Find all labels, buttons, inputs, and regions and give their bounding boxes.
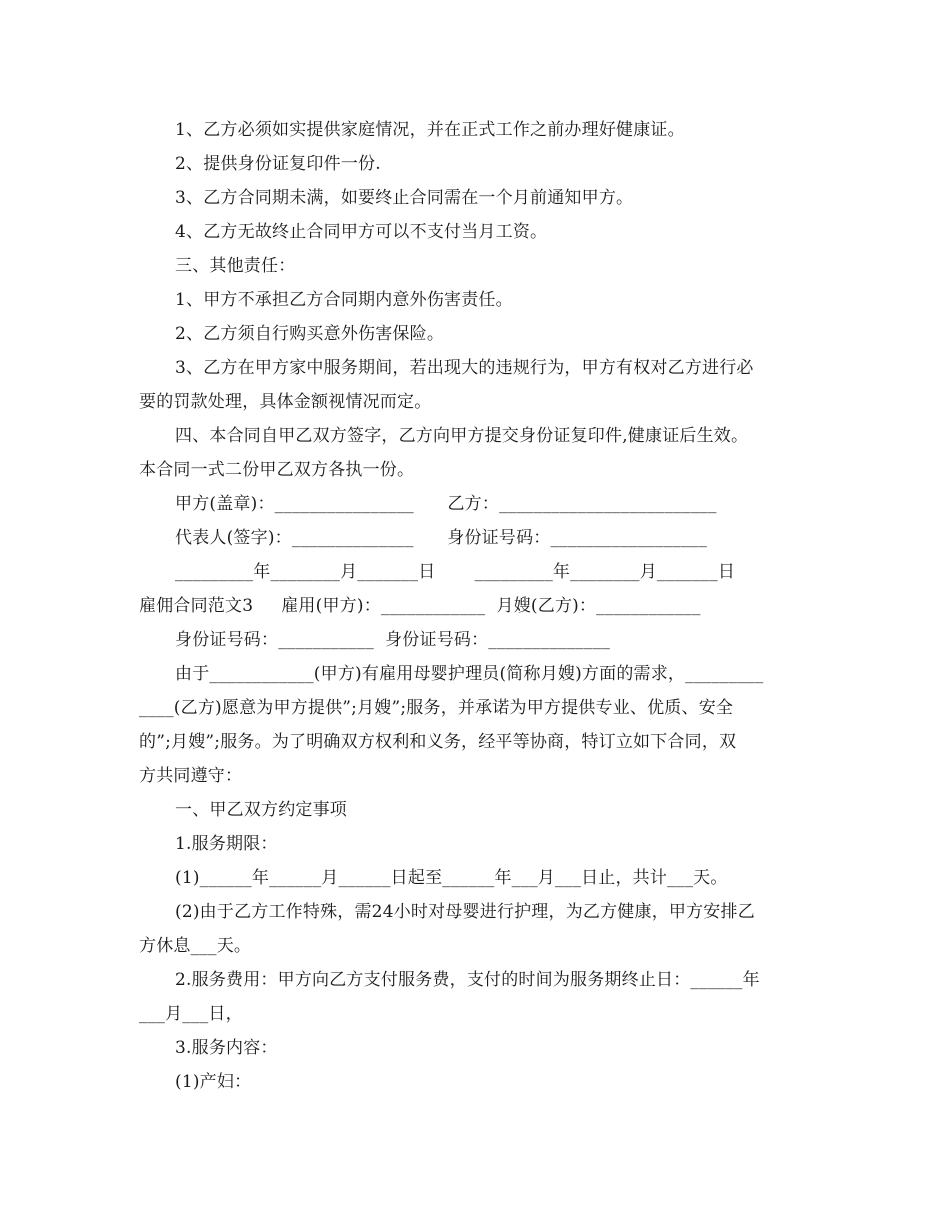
document-line: 3.服务内容： [175, 1038, 278, 1058]
document-line: 要的罚款处理，具体金额视情况而定。 [139, 392, 432, 412]
document-line: 四、本合同自甲乙双方签字，乙方向甲方提交身份证复印件,健康证后生效。 [175, 426, 749, 446]
document-line: 2.服务费用：甲方向乙方支付服务费，支付的时间为服务期终止日：______年 [175, 970, 760, 990]
document-line: 代表人(签字)：______________ 身份证号码：__________________ [175, 528, 708, 548]
document-line: 2、乙方须自行购买意外伤害保险。 [175, 324, 445, 344]
document-line: ____(乙方)愿意为甲方提供”;月嫂”;服务，并承诺为甲方提供专业、优质、安全 [139, 698, 734, 718]
document-line: 雇佣合同范文3 雇用(甲方)：____________ 月嫂(乙方)：____________ [139, 596, 701, 616]
document-line: 方共同遵守： [139, 766, 243, 786]
document-line: 一、甲乙双方约定事项 [175, 800, 347, 820]
document-line: 本合同一式二份甲乙双方各执一份。 [139, 460, 415, 480]
document-line: ___月___日， [139, 1004, 243, 1024]
document-line: 身份证号码：___________ 身份证号码：______________ [175, 630, 611, 650]
document-line: 由于____________(甲方)有雇用母婴护理员(简称月嫂)方面的需求，_________ [175, 664, 764, 684]
document-line: 3、乙方在甲方家中服务期间，若出现大的违规行为，甲方有权对乙方进行必 [175, 358, 754, 378]
document-line: 4、乙方无故终止合同甲方可以不支付当月工资。 [175, 222, 548, 242]
document-line: 的”;月嫂”;服务。为了明确双方权利和义务，经平等协商，特订立如下合同，双 [139, 732, 737, 752]
document-line: (1)______年______月______日起至______年___月___日止，共计___天。 [175, 868, 728, 888]
document-line: 2、提供身份证复印件一份. [175, 154, 381, 174]
document-line: 1、乙方必须如实提供家庭情况，并在正式工作之前办理好健康证。 [175, 120, 685, 140]
document-line: 甲方(盖章)：________________ 乙方：_________________________ [175, 494, 717, 514]
document-line: 三、其他责任： [175, 256, 296, 276]
document-line: 方休息___天。 [139, 936, 252, 956]
document-line: 1.服务期限： [175, 834, 278, 854]
contract-page [139, 113, 813, 1099]
document-line: (2)由于乙方工作特殊，需24小时对母婴进行护理，为乙方健康，甲方安排乙 [175, 902, 755, 922]
document-line: 3、乙方合同期未满，如要终止合同需在一个月前通知甲方。 [175, 188, 634, 208]
document-line: _________年________月_______日 _________年________月_______日 [175, 562, 736, 582]
document-line: (1)产妇： [175, 1072, 252, 1092]
document-line: 1、甲方不承担乙方合同期内意外伤害责任。 [175, 290, 513, 310]
